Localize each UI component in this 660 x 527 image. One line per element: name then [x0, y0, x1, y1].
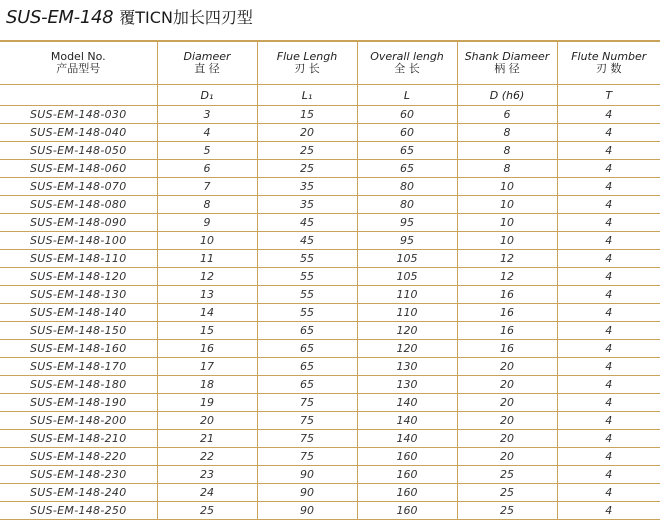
cell-shank-diameter: 20: [457, 412, 557, 430]
cell-flute-number: 4: [557, 502, 660, 520]
cell-flute-length: 65: [257, 376, 357, 394]
cell-overall-length: 60: [357, 124, 457, 142]
cell-model: SUS-EM-148-240: [0, 484, 157, 502]
cell-shank-diameter: 16: [457, 340, 557, 358]
cell-flute-number: 4: [557, 304, 660, 322]
cell-overall-length: 110: [357, 286, 457, 304]
table-row: [0, 250, 660, 268]
cell-model: SUS-EM-148-210: [0, 430, 157, 448]
cell-model: SUS-EM-148-040: [0, 124, 157, 142]
spec-table: [0, 42, 660, 520]
cell-flute-number: 4: [557, 232, 660, 250]
cell-diameter: 15: [157, 322, 257, 340]
cell-flute-number: 4: [557, 484, 660, 502]
cell-overall-length: 120: [357, 340, 457, 358]
cell-diameter: 25: [157, 502, 257, 520]
cell-model: SUS-EM-148-030: [0, 106, 157, 124]
cell-diameter: 21: [157, 430, 257, 448]
cell-overall-length: 60: [357, 106, 457, 124]
cell-model: SUS-EM-148-140: [0, 304, 157, 322]
cell-shank-diameter: 10: [457, 232, 557, 250]
cell-shank-diameter: 8: [457, 160, 557, 178]
table-row: [0, 358, 660, 376]
col-header-diameter: Diameer 直 径: [157, 42, 257, 85]
cell-overall-length: 140: [357, 394, 457, 412]
table-row: [0, 214, 660, 232]
cell-flute-length: 75: [257, 394, 357, 412]
symbol-flute-length: L₁: [257, 85, 357, 106]
col-header-model: Model No. 产品型号: [0, 42, 157, 85]
cell-flute-length: 25: [257, 142, 357, 160]
cell-flute-length: 55: [257, 304, 357, 322]
cell-model: SUS-EM-148-110: [0, 250, 157, 268]
cell-model: SUS-EM-148-100: [0, 232, 157, 250]
cell-diameter: 23: [157, 466, 257, 484]
cell-diameter: 9: [157, 214, 257, 232]
cell-overall-length: 160: [357, 466, 457, 484]
cell-overall-length: 95: [357, 214, 457, 232]
cell-shank-diameter: 12: [457, 250, 557, 268]
cell-overall-length: 110: [357, 304, 457, 322]
cell-flute-number: 4: [557, 178, 660, 196]
table-row: [0, 340, 660, 358]
table-row: [0, 268, 660, 286]
cell-diameter: 4: [157, 124, 257, 142]
cell-flute-number: 4: [557, 142, 660, 160]
cell-model: SUS-EM-148-130: [0, 286, 157, 304]
cell-flute-length: 90: [257, 466, 357, 484]
cell-flute-length: 65: [257, 322, 357, 340]
cell-shank-diameter: 20: [457, 376, 557, 394]
cell-diameter: 8: [157, 196, 257, 214]
cell-flute-length: 35: [257, 196, 357, 214]
cell-flute-length: 15: [257, 106, 357, 124]
cell-overall-length: 140: [357, 430, 457, 448]
cell-flute-length: 55: [257, 268, 357, 286]
table-row: [0, 196, 660, 214]
cell-flute-number: 4: [557, 376, 660, 394]
cell-overall-length: 65: [357, 160, 457, 178]
cell-overall-length: 105: [357, 268, 457, 286]
cell-shank-diameter: 25: [457, 502, 557, 520]
table-row: [0, 160, 660, 178]
symbol-diameter: D₁: [157, 85, 257, 106]
table-row: [0, 106, 660, 124]
cell-shank-diameter: 10: [457, 178, 557, 196]
cell-shank-diameter: 6: [457, 106, 557, 124]
cell-flute-length: 90: [257, 502, 357, 520]
cell-overall-length: 105: [357, 250, 457, 268]
table-row: [0, 124, 660, 142]
table-row: [0, 142, 660, 160]
cell-overall-length: 80: [357, 178, 457, 196]
cell-flute-length: 45: [257, 214, 357, 232]
cell-diameter: 3: [157, 106, 257, 124]
cell-model: SUS-EM-148-180: [0, 376, 157, 394]
cell-flute-number: 4: [557, 358, 660, 376]
cell-diameter: 5: [157, 142, 257, 160]
cell-diameter: 19: [157, 394, 257, 412]
col-header-shank-diameter: Shank Diameer 柄 径: [457, 42, 557, 85]
cell-flute-number: 4: [557, 160, 660, 178]
cell-shank-diameter: 10: [457, 214, 557, 232]
table-row: [0, 286, 660, 304]
cell-flute-length: 20: [257, 124, 357, 142]
cell-overall-length: 80: [357, 196, 457, 214]
cell-flute-number: 4: [557, 250, 660, 268]
symbol-shank-diameter: D (h6): [457, 85, 557, 106]
table-row: [0, 484, 660, 502]
cell-shank-diameter: 16: [457, 286, 557, 304]
cell-model: SUS-EM-148-060: [0, 160, 157, 178]
table-row: [0, 322, 660, 340]
cell-diameter: 7: [157, 178, 257, 196]
cell-flute-length: 75: [257, 448, 357, 466]
table-row: [0, 376, 660, 394]
cell-overall-length: 130: [357, 358, 457, 376]
symbol-flute-number: T: [557, 85, 660, 106]
cell-flute-number: 4: [557, 286, 660, 304]
cell-diameter: 24: [157, 484, 257, 502]
cell-shank-diameter: 20: [457, 358, 557, 376]
cell-shank-diameter: 8: [457, 124, 557, 142]
cell-shank-diameter: 20: [457, 394, 557, 412]
cell-flute-number: 4: [557, 322, 660, 340]
cell-flute-length: 90: [257, 484, 357, 502]
symbol-model: [0, 85, 157, 106]
cell-diameter: 17: [157, 358, 257, 376]
cell-flute-number: 4: [557, 340, 660, 358]
cell-flute-length: 35: [257, 178, 357, 196]
cell-shank-diameter: 20: [457, 430, 557, 448]
cell-model: SUS-EM-148-220: [0, 448, 157, 466]
cell-flute-number: 4: [557, 268, 660, 286]
table-row: [0, 502, 660, 520]
cell-model: SUS-EM-148-160: [0, 340, 157, 358]
cell-model: SUS-EM-148-250: [0, 502, 157, 520]
cell-diameter: 14: [157, 304, 257, 322]
cell-flute-length: 55: [257, 250, 357, 268]
cell-model: SUS-EM-148-050: [0, 142, 157, 160]
table-row: [0, 430, 660, 448]
cell-shank-diameter: 25: [457, 466, 557, 484]
cell-overall-length: 160: [357, 448, 457, 466]
cell-flute-number: 4: [557, 214, 660, 232]
table-row: [0, 466, 660, 484]
cell-flute-length: 45: [257, 232, 357, 250]
title-subtitle: 覆TICN加长四刃型: [119, 8, 253, 27]
cell-model: SUS-EM-148-190: [0, 394, 157, 412]
table-row: [0, 304, 660, 322]
cell-model: SUS-EM-148-150: [0, 322, 157, 340]
cell-diameter: 11: [157, 250, 257, 268]
cell-model: SUS-EM-148-120: [0, 268, 157, 286]
header-row: [0, 42, 660, 85]
cell-shank-diameter: 12: [457, 268, 557, 286]
cell-overall-length: 65: [357, 142, 457, 160]
cell-flute-number: 4: [557, 466, 660, 484]
cell-shank-diameter: 10: [457, 196, 557, 214]
cell-diameter: 18: [157, 376, 257, 394]
col-header-flute-length: Flue Lengh 刃 长: [257, 42, 357, 85]
table-row: [0, 448, 660, 466]
cell-flute-number: 4: [557, 448, 660, 466]
col-header-overall-length: Overall lengh 全 长: [357, 42, 457, 85]
cell-flute-length: 55: [257, 286, 357, 304]
cell-flute-number: 4: [557, 124, 660, 142]
page-title: [6, 4, 253, 32]
col-header-flute-number: Flute Number 刃 数: [557, 42, 660, 85]
table-row: [0, 232, 660, 250]
cell-model: SUS-EM-148-070: [0, 178, 157, 196]
cell-overall-length: 130: [357, 376, 457, 394]
table-row: [0, 394, 660, 412]
cell-overall-length: 160: [357, 484, 457, 502]
cell-flute-length: 75: [257, 430, 357, 448]
cell-overall-length: 140: [357, 412, 457, 430]
cell-model: SUS-EM-148-090: [0, 214, 157, 232]
cell-overall-length: 120: [357, 322, 457, 340]
cell-diameter: 12: [157, 268, 257, 286]
cell-overall-length: 95: [357, 232, 457, 250]
cell-flute-length: 25: [257, 160, 357, 178]
cell-flute-number: 4: [557, 394, 660, 412]
cell-diameter: 16: [157, 340, 257, 358]
cell-model: SUS-EM-148-170: [0, 358, 157, 376]
cell-flute-number: 4: [557, 412, 660, 430]
cell-shank-diameter: 16: [457, 304, 557, 322]
cell-shank-diameter: 25: [457, 484, 557, 502]
symbol-row: [0, 85, 660, 106]
cell-diameter: 22: [157, 448, 257, 466]
cell-flute-length: 65: [257, 340, 357, 358]
symbol-overall-length: L: [357, 85, 457, 106]
cell-flute-number: 4: [557, 430, 660, 448]
cell-diameter: 10: [157, 232, 257, 250]
cell-shank-diameter: 8: [457, 142, 557, 160]
cell-flute-length: 65: [257, 358, 357, 376]
cell-shank-diameter: 20: [457, 448, 557, 466]
cell-flute-number: 4: [557, 106, 660, 124]
cell-overall-length: 160: [357, 502, 457, 520]
cell-diameter: 20: [157, 412, 257, 430]
title-code: SUS-EM-148: [6, 7, 114, 28]
cell-shank-diameter: 16: [457, 322, 557, 340]
cell-flute-number: 4: [557, 196, 660, 214]
cell-model: SUS-EM-148-080: [0, 196, 157, 214]
cell-diameter: 13: [157, 286, 257, 304]
table-row: [0, 178, 660, 196]
cell-model: SUS-EM-148-230: [0, 466, 157, 484]
cell-diameter: 6: [157, 160, 257, 178]
table-row: [0, 412, 660, 430]
cell-flute-length: 75: [257, 412, 357, 430]
cell-model: SUS-EM-148-200: [0, 412, 157, 430]
